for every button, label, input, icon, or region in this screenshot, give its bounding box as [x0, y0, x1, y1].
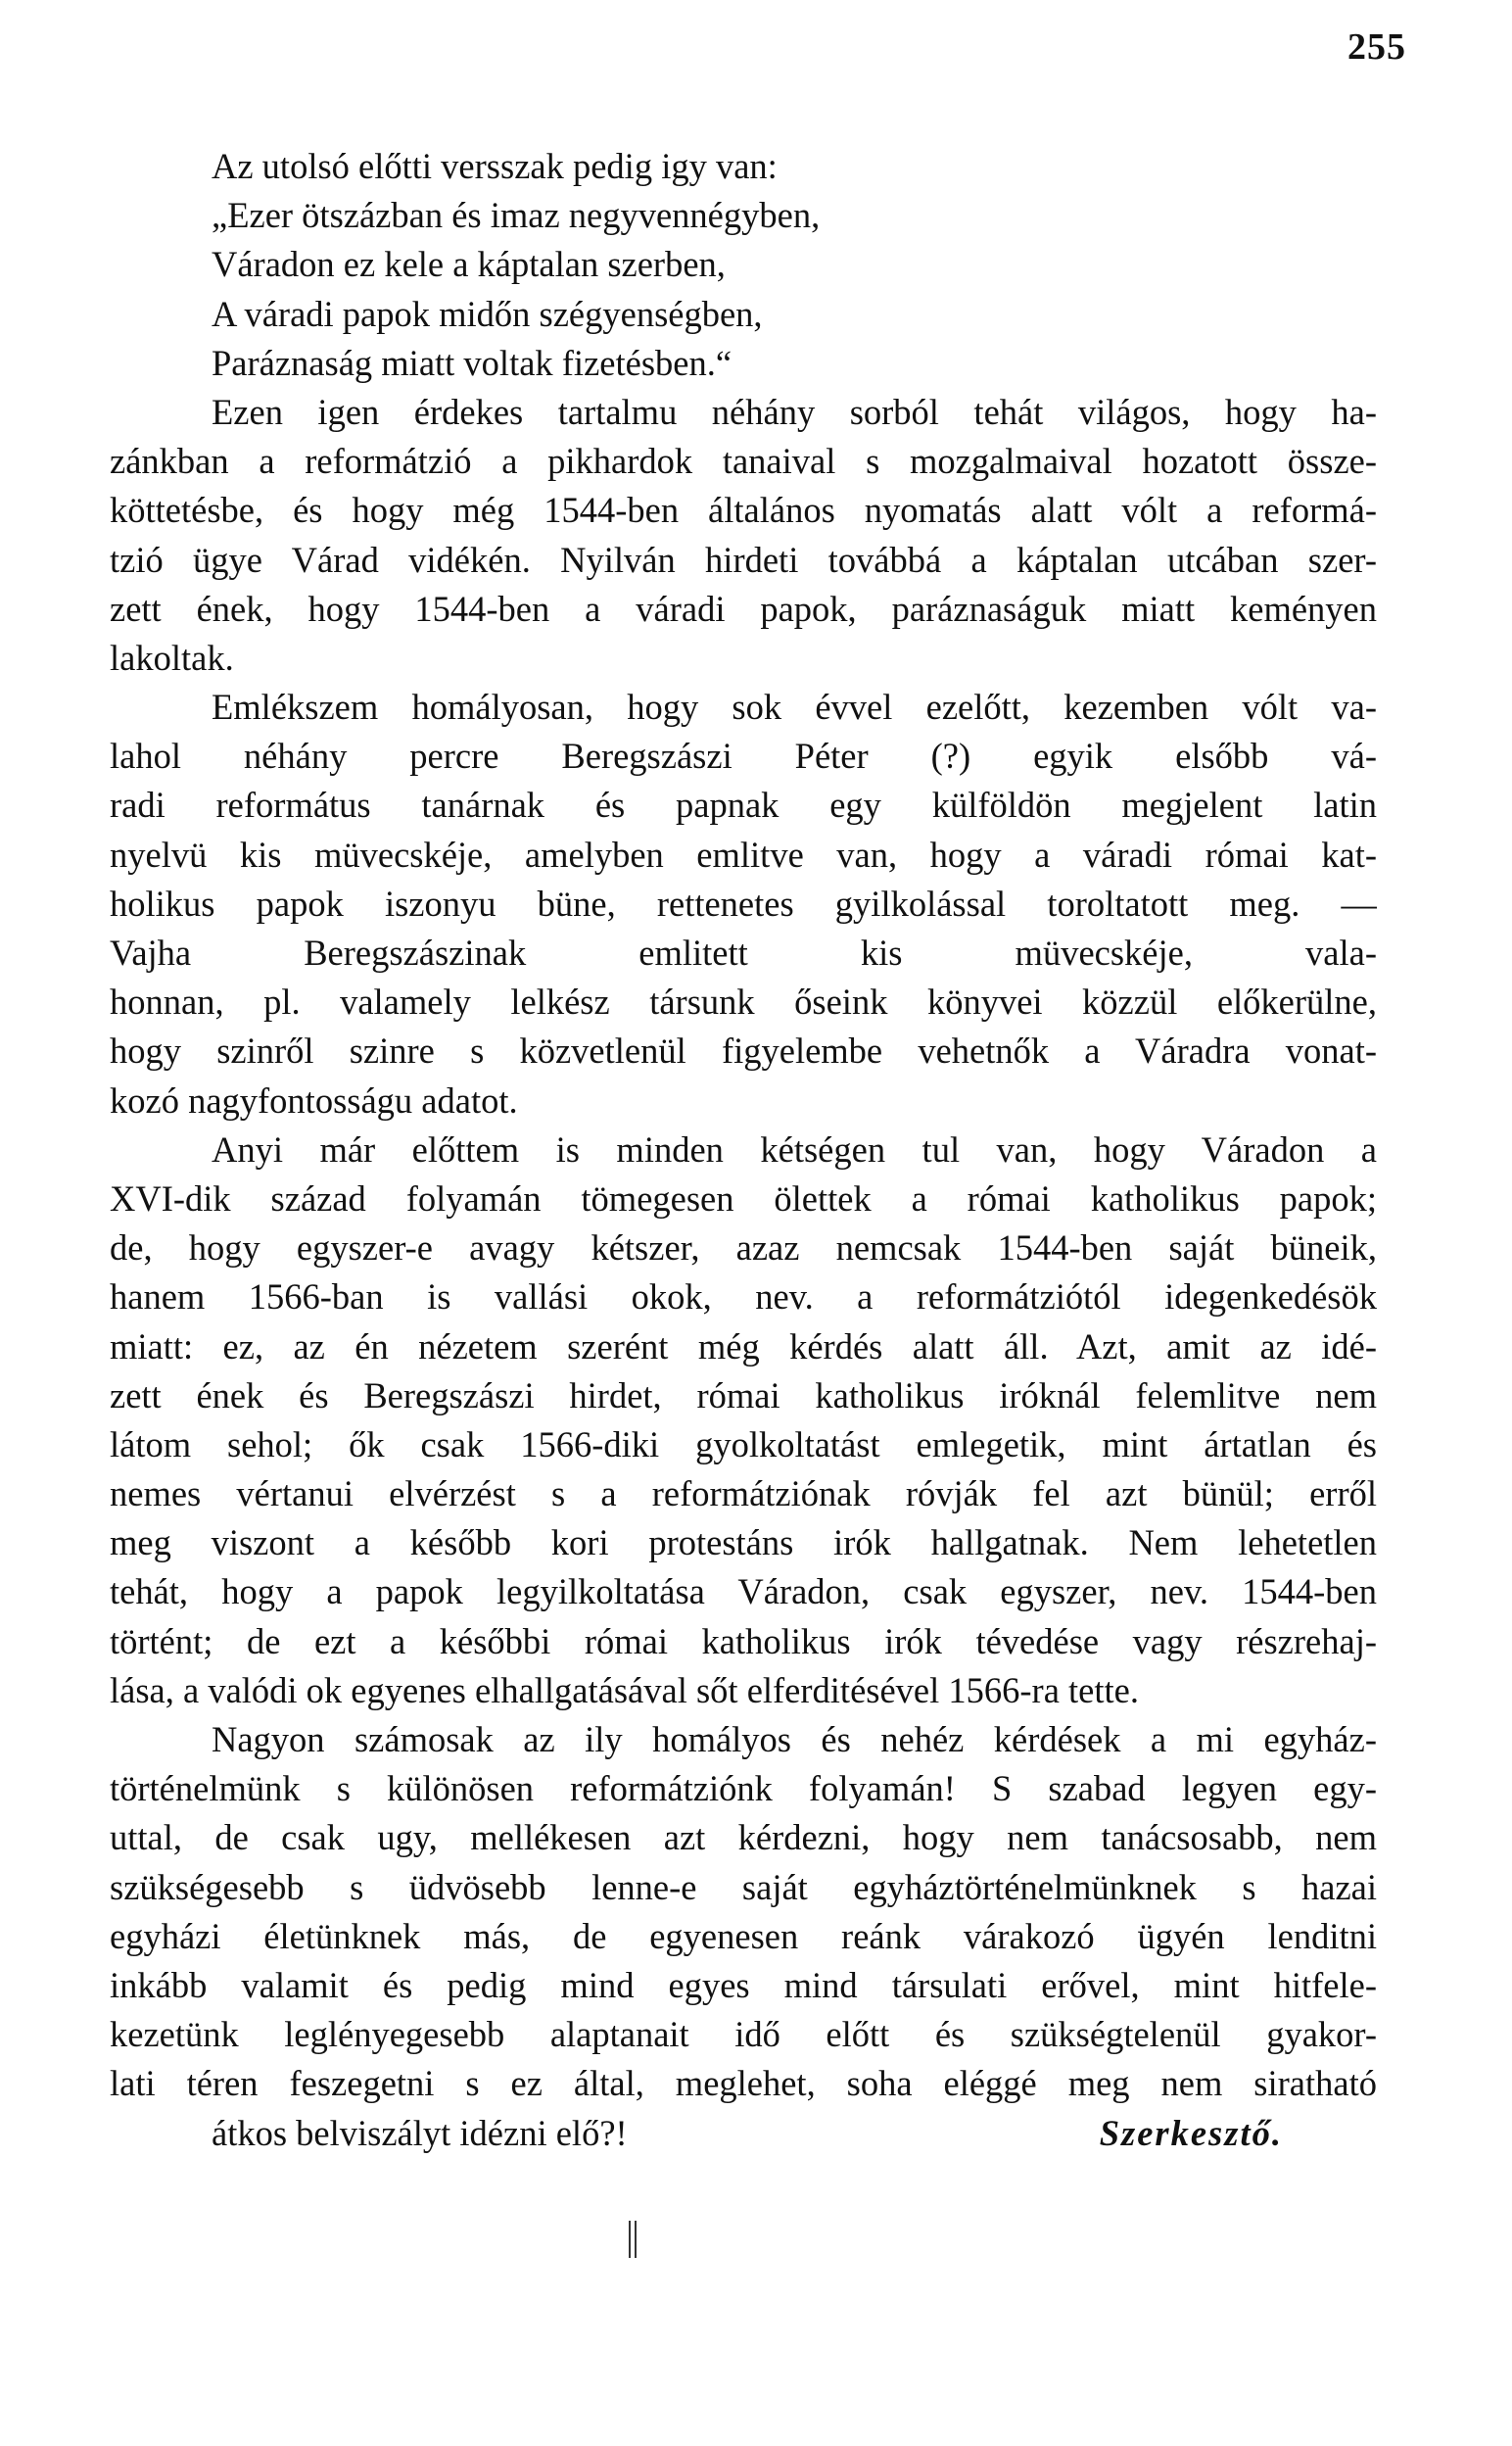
text-line: Vajha Beregszászinak emlitett kis müvecskéje, vala- — [110, 933, 1377, 973]
text-line: zett ének, hogy 1544-ben a váradi papok, paráznaságuk miatt keményen — [110, 588, 1377, 629]
text-line: kezetünk leglényegesebb alaptanait idő előtt és szükségtelenül gyakor- — [110, 2014, 1377, 2055]
text-line: lakoltak. — [110, 637, 234, 678]
text-line: miatt: ez, az én nézetem szerént még kérdés alatt áll. Azt, amit az idé- — [110, 1325, 1377, 1367]
text-line: Anyi már előttem is minden kétségen tul van, hogy Váradon a — [212, 1128, 1377, 1170]
text-line: történt; de ezt a későbbi római katholikus irók tévedése vagy részrehaj- — [110, 1620, 1377, 1661]
text-line — [110, 2109, 1377, 2158]
text-line: köttetésbe, és hogy még 1544-ben általános nyomatás alatt vólt a reformá- — [110, 490, 1377, 531]
text-line: inkább valamit és pedig mind egyes mind társulati erővel, mint hitfele- — [110, 1964, 1377, 2005]
text-line: Az utolsó előtti versszak pedig igy van: — [212, 146, 778, 186]
text-line: tzió ügye Várad vidékén. Nyilván hirdeti továbbá a káptalan utcában szer- — [110, 539, 1377, 580]
text-line: XVI-dik század folyamán tömegesen ölettek a római katholikus papok; — [110, 1177, 1377, 1219]
text-line: Nagyon számosak az ily homályos és nehéz kérdések a mi egyház- — [212, 1719, 1377, 1759]
text-line: szükségesebb s üdvösebb lenne-e saját egyháztörténelmünknek s hazai — [110, 1866, 1377, 1907]
text-line: hanem 1566-ban is vallási okok, nev. a reformátziótól idegenkedésök — [110, 1276, 1377, 1318]
text-line: Ezen igen érdekes tartalmu néhány sorból tehát világos, hogy ha- — [212, 391, 1377, 432]
text-line: zánkban a reformátzió a pikhardok tanaival s mozgalmaival hozatott össze- — [110, 441, 1377, 482]
text-line: meg viszont a később kori protestáns irók hallgatnak. Nem lehetetlen — [110, 1522, 1377, 1563]
text-line: honnan, pl. valamely lelkész társunk őseink könyvei közzül előkerülne, — [110, 982, 1377, 1023]
text-line: lahol néhány percre Beregszászi Péter (?) egyik elsőbb vá- — [110, 736, 1377, 777]
document-body — [110, 142, 1377, 2158]
page-number: 255 — [1347, 26, 1406, 68]
text-line: látom sehol; ők csak 1566-diki gyolkoltatást emlegetik, mint ártatlan és — [110, 1423, 1377, 1464]
text-line: hogy szinről szinre s közvetlenül figyelembe vehetnők a Váradra vonat- — [110, 1031, 1377, 1072]
editor-signature: Szerkesztő. — [1099, 2112, 1283, 2153]
text-line: lása, a valódi ok egyenes elhallgatásával sőt elferditésével 1566-ra tette. — [110, 1669, 1139, 1710]
closing-text: átkos belviszályt idézni elő?! — [212, 2112, 628, 2153]
text-line: egyházi életünknek más, de egyenesen reánk várakozó ügyén lenditni — [110, 1915, 1377, 1956]
text-line: történelmünk s különösen reformátziónk folyamán! S szabad legyen egy- — [110, 1768, 1377, 1809]
text-line: A váradi papok midőn szégyenségben, — [212, 293, 763, 334]
text-line: „Ezer ötszázban és imaz negyvennégyben, — [212, 195, 821, 236]
text-line: nyelvü kis müvecskéje, amelyben emlitve van, hogy a váradi római kat- — [110, 834, 1377, 875]
text-line: de, hogy egyszer-e avagy kétszer, azaz nemcsak 1544-ben saját büneik, — [110, 1227, 1377, 1269]
text-line: radi református tanárnak és papnak egy külföldön megjelent latin — [110, 785, 1377, 826]
text-line: Paráznaság miatt voltak fizetésben.“ — [212, 342, 732, 383]
text-line: zett ének és Beregszászi hirdet, római katholikus iróknál felemlitve nem — [110, 1374, 1377, 1415]
text-line: nemes vértanui elvérzést s a reformátziónak róvják fel azt bünül; erről — [110, 1473, 1377, 1514]
end-ornament — [629, 2221, 637, 2258]
text-line: lati téren feszegetni s ez által, meglehet, soha eléggé meg nem siratható — [110, 2063, 1377, 2104]
text-line: holikus papok iszonyu büne, rettenetes gyilkolással toroltatott meg. — — [110, 883, 1377, 924]
text-line: tehát, hogy a papok legyilkoltatása Váradon, csak egyszer, nev. 1544-ben — [110, 1571, 1377, 1612]
text-line: uttal, de csak ugy, mellékesen azt kérdezni, hogy nem tanácsosabb, nem — [110, 1817, 1377, 1858]
text-line: Váradon ez kele a káptalan szerben, — [212, 244, 726, 285]
text-line: Emlékszem homályosan, hogy sok évvel ezelőtt, kezemben vólt va- — [212, 687, 1377, 728]
text-line: kozó nagyfontosságu adatot. — [110, 1079, 518, 1121]
